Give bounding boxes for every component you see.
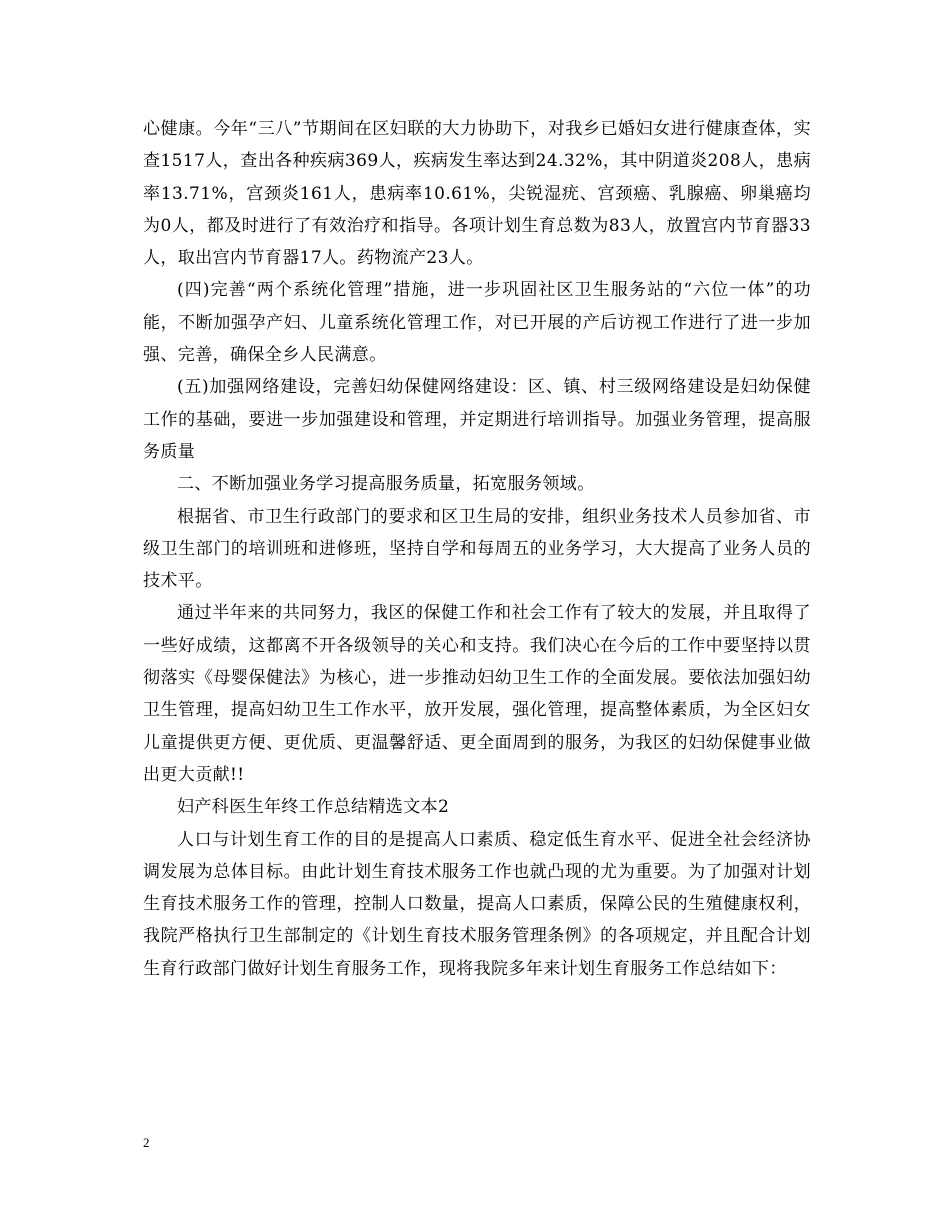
- page-number: 2: [143, 1135, 150, 1150]
- paragraph-conclusion: 通过半年来的共同努力，我区的保健工作和社会工作有了较大的发展，并且取得了一些好成绩，这都离不开各级领导的关心和支持。我们决心在今后的工作中要坚持以贯彻落实《母婴保健法》为核心，进一步推动妇幼卫生工作的全面发展。要依法加强妇幼卫生管理，提高妇幼卫生工作水平，放开发展，强化管理，提高整体素质，为全区妇女儿童提供更方便、更优质、更温馨舒适、更全面周到的服务，为我区的妇幼保健事业做出更大贡献!!: [143, 603, 811, 785]
- paragraph-section-four: (四)完善“两个系统化管理”措施，进一步巩固社区卫生服务站的“六位一体”的功能，不断加强孕产妇、儿童系统化管理工作，对已开展的产后访视工作进行了进一步加强、完善，确保全乡人民满意。: [143, 280, 811, 366]
- paragraph-training: 根据省、市卫生行政部门的要求和区卫生局的安排，组织业务技术人员参加省、市级卫生部门的培训班和进修班，坚持自学和每周五的业务学习，大大提高了业务人员的技术平。: [143, 506, 811, 592]
- section-title-text-2: 妇产科医生年终工作总结精选文本2: [177, 797, 450, 818]
- paragraph-health-checkup: 心健康。今年“三八”节期间在区妇联的大力协助下，对我乡已婚妇女进行健康查体，实查1517人，查出各种疾病369人，疾病发生率达到24.32%，其中阴道炎208人，患病率13.71%，宫颈炎161人，患病率10.61%，尖锐湿疣、宫颈癌、乳腺癌、卵巢癌均为0人，都及时进行了有效治疗和指导。各项计划生育总数为83人，放置宫内节育器33人，取出宫内节育器17人。药物流产23人。: [143, 119, 811, 269]
- paragraph-heading-two: 二、不断加强业务学习提高服务质量，拓宽服务领域。: [177, 474, 595, 495]
- paragraph-family-planning: 人口与计划生育工作的目的是提高人口素质、稳定低生育水平、促进全社会经济协调发展为总体目标。由此计划生育技术服务工作也就凸现的尤为重要。为了加强对计划生育技术服务工作的管理，控制人口数量，提高人口素质，保障公民的生殖健康权利，我院严格执行卫生部制定的《计划生育技术服务管理条例》的各项规定，并且配合计划生育行政部门做好计划生育服务工作，现将我院多年来计划生育服务工作总结如下：: [143, 829, 811, 979]
- paragraph-section-five: (五)加强网络建设，完善妇幼保健网络建设：区、镇、村三级网络建设是妇幼保健工作的基础，要进一步加强建设和管理，并定期进行培训指导。加强业务管理，提高服务质量: [143, 377, 811, 462]
- document-body: [143, 113, 811, 985]
